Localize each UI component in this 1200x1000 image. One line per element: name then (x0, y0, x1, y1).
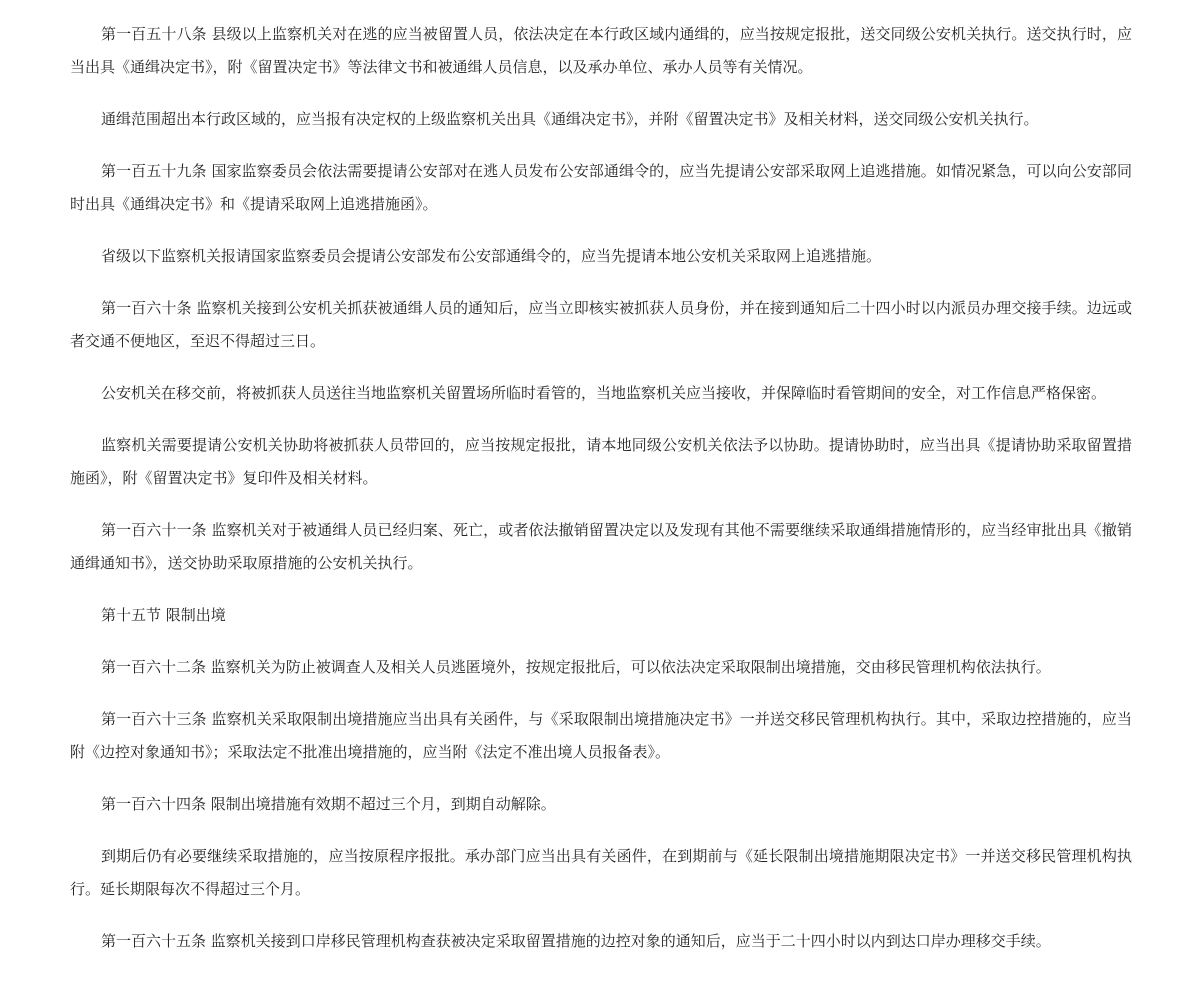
paragraph-assistance-request: 监察机关需要提请公安机关协助将被抓获人员带回的，应当按规定报批，请本地同级公安机关依法予以协助。提请协助时，应当出具《提请协助采取留置措施函》，附《留置决定书》复印件及相关材料。 (70, 436, 1132, 487)
document-body (70, 18, 1132, 977)
paragraph-article-162: 第一百六十二条 监察机关为防止被调查人及相关人员逃匿境外，按规定报批后，可以依法决定采取限制出境措施，交由移民管理机构依法执行。 (101, 658, 1051, 676)
paragraph-article-164: 第一百六十四条 限制出境措施有效期不超过三个月，到期自动解除。 (101, 795, 556, 813)
paragraph-article-158: 第一百五十八条 县级以上监察机关对在逃的应当被留置人员，依法决定在本行政区域内通缉的，应当按规定报批，送交同级公安机关执行。送交执行时，应当出具《通缉决定书》，附《留置决定书》等法律文书和被通缉人员信息，以及承办单位、承办人员等有关情况。 (70, 25, 1132, 76)
paragraph-article-163: 第一百六十三条 监察机关采取限制出境措施应当出具有关函件，与《采取限制出境措施决定书》一并送交移民管理机构执行。其中，采取边控措施的，应当附《边控对象通知书》；采取法定不批准出境措施的，应当附《法定不准出境人员报备表》。 (70, 710, 1132, 761)
paragraph-temporary-custody: 公安机关在移交前，将被抓获人员送往当地监察机关留置场所临时看管的，当地监察机关应当接收，并保障临时看管期间的安全，对工作信息严格保密。 (101, 384, 1107, 402)
paragraph-article-160: 第一百六十条 监察机关接到公安机关抓获被通缉人员的通知后，应当立即核实被抓获人员身份，并在接到通知后二十四小时以内派员办理交接手续。边远或者交通不便地区，至迟不得超过三日。 (70, 299, 1132, 350)
section-heading-exit-restriction: 第十五节 限制出境 (101, 606, 226, 624)
paragraph-wanted-scope: 通缉范围超出本行政区域的，应当报有决定权的上级监察机关出具《通缉决定书》，并附《留置决定书》及相关材料，送交同级公安机关执行。 (101, 110, 1039, 128)
paragraph-article-159: 第一百五十九条 国家监察委员会依法需要提请公安部对在逃人员发布公安部通缉令的，应当先提请公安部采取网上追逃措施。如情况紧急，可以向公安部同时出具《通缉决定书》和《提请采取网上追逃措施函》。 (70, 162, 1132, 213)
paragraph-extension: 到期后仍有必要继续采取措施的，应当按原程序报批。承办部门应当出具有关函件，在到期前与《延长限制出境措施期限决定书》一并送交移民管理机构执行。延长期限每次不得超过三个月。 (70, 847, 1132, 898)
paragraph-article-161: 第一百六十一条 监察机关对于被通缉人员已经归案、死亡，或者依法撤销留置决定以及发现有其他不需要继续采取通缉措施情形的，应当经审批出具《撤销通缉通知书》，送交协助采取原措施的公安机关执行。 (70, 521, 1132, 572)
paragraph-article-165: 第一百六十五条 监察机关接到口岸移民管理机构查获被决定采取留置措施的边控对象的通知后，应当于二十四小时以内到达口岸办理移交手续。 (101, 932, 1051, 950)
paragraph-provincial-request: 省级以下监察机关报请国家监察委员会提请公安部发布公安部通缉令的，应当先提请本地公安机关采取网上追逃措施。 (101, 247, 882, 265)
